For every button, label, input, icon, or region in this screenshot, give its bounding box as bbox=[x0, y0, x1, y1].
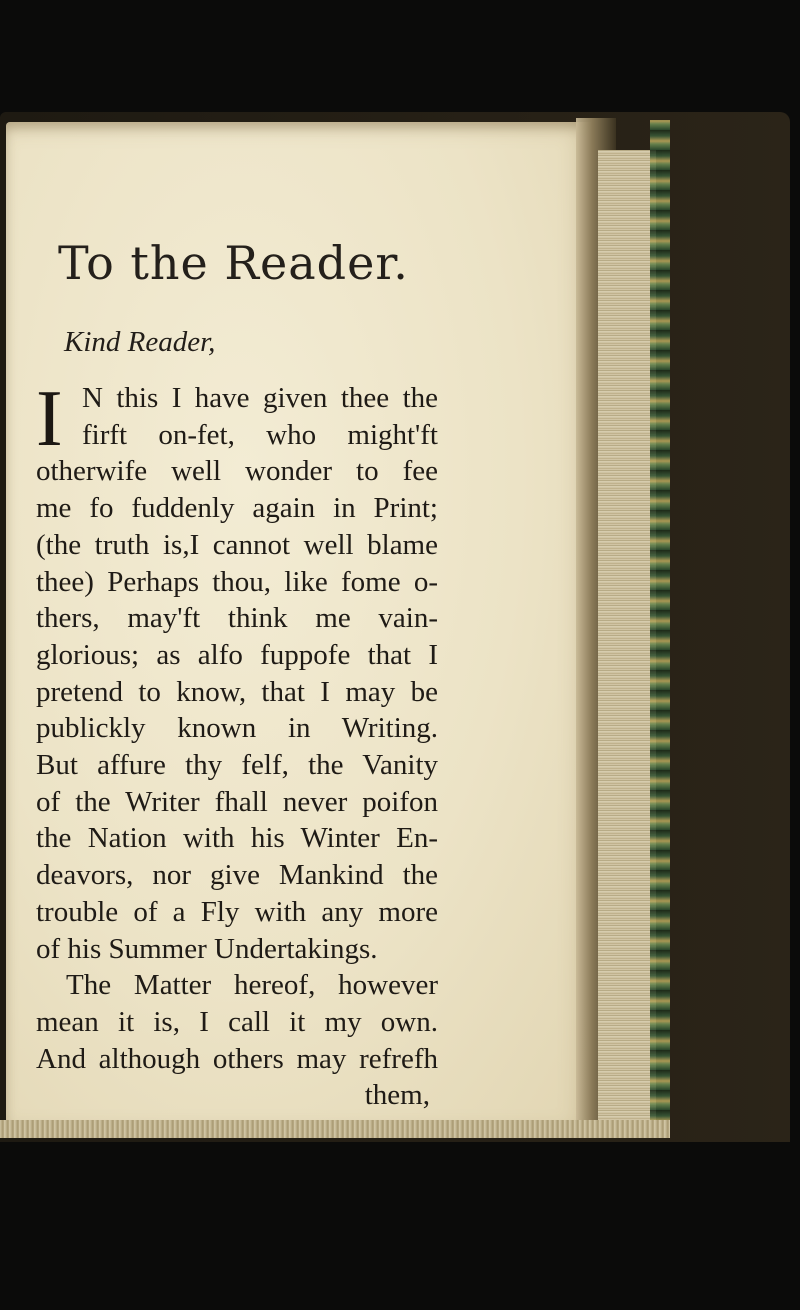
text-line: trouble of a Fly with any more bbox=[36, 895, 438, 928]
text-line: firft on-fet, who might'ft bbox=[82, 418, 438, 451]
text-line: of his Summer Undertakings. bbox=[36, 932, 378, 965]
body-text bbox=[36, 375, 438, 1114]
text-line: me fo fuddenly again in Print; bbox=[36, 492, 438, 525]
text-line: publickly known in Writing. bbox=[36, 712, 438, 745]
text-line: of the Writer fhall never poifon bbox=[36, 785, 438, 818]
text-line: And although others may refrefh bbox=[36, 1042, 438, 1075]
catchword: them, bbox=[364, 1079, 430, 1112]
text-line: The Matter hereof, however bbox=[66, 969, 438, 1002]
text-line: pretend to know, that I may be bbox=[36, 675, 438, 708]
text-line: the Nation with his Winter En- bbox=[36, 822, 438, 855]
drop-cap: I bbox=[36, 375, 63, 463]
page-bottom-edge bbox=[0, 1120, 670, 1138]
text-line: But affure thy felf, the Vanity bbox=[36, 749, 438, 782]
text-line: deavors, nor give Mankind the bbox=[36, 859, 438, 892]
text-line: thee) Perhaps thou, like fome o- bbox=[36, 565, 438, 598]
text-line: N this I have given thee the bbox=[82, 382, 438, 414]
text-line: otherwife well wonder to fee bbox=[36, 455, 438, 488]
book-spine bbox=[650, 120, 670, 1130]
page-heading: To the Reader. bbox=[58, 236, 409, 290]
text-line: glorious; as alfo fuppofe that I bbox=[36, 638, 438, 671]
text-line: (the truth is,I cannot well blame bbox=[36, 528, 438, 561]
text-line: thers, may'ft think me vain- bbox=[36, 602, 438, 635]
salutation: Kind Reader, bbox=[64, 326, 216, 358]
text-line: mean it is, I call it my own. bbox=[36, 1005, 438, 1038]
